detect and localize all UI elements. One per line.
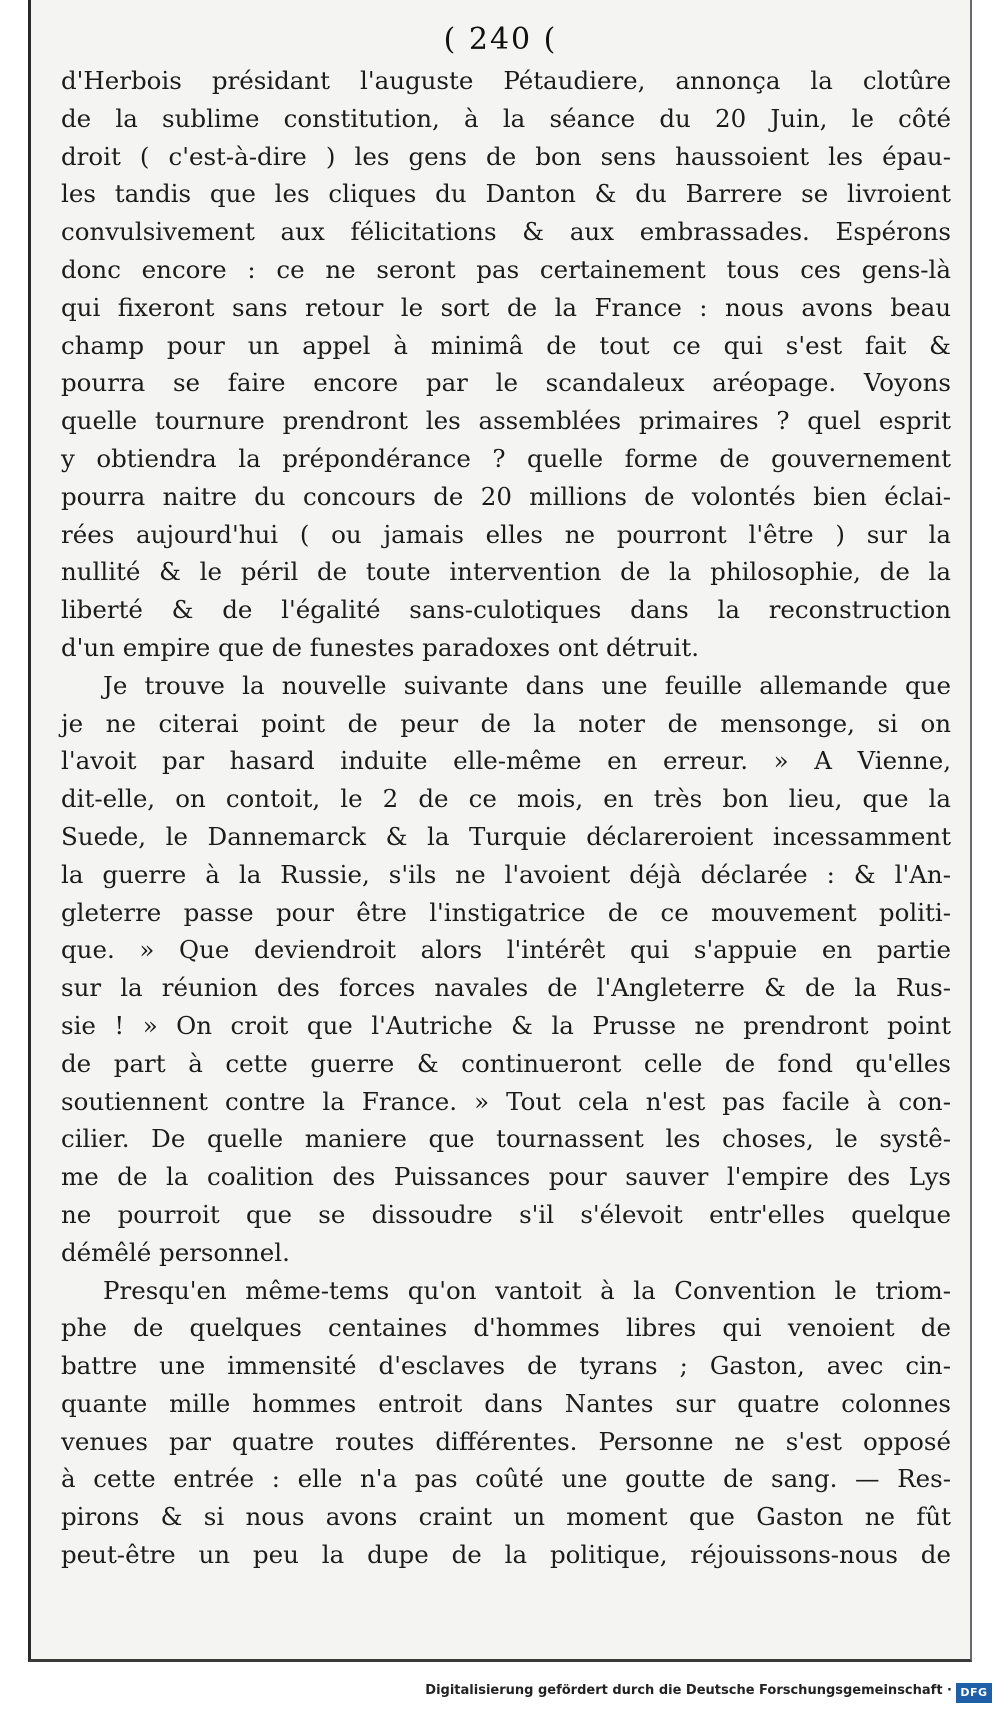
book-page [28,0,972,1662]
text-line: Presqu'en même-tems qu'on vantoit à la Convention le triom- [103,1275,951,1305]
text-line: dit-elle, on contoit, le 2 de ce mois, en très bon lieu, que la [61,784,951,814]
text-line: rées aujourd'hui ( ou jamais elles ne pourront l'être ) sur la [61,519,951,549]
text-line: d'Herbois présidant l'auguste Pétaudiere, annonça la clotûre [61,66,951,95]
text-line: nullité & le péril de toute intervention de la philosophie, de la [61,557,951,587]
text-line: de la sublime constitution, à la séance du 20 Juin, le côté [61,103,951,133]
paragraph-2 [61,667,951,1272]
text-line: de part à cette guerre & continueront celle de fond qu'elles [61,1048,951,1078]
text-line: qui fixeront sans retour le sort de la France : nous avons beau [61,292,951,322]
text-line: quelle tournure prendront les assemblées primaires ? quel esprit [61,406,951,436]
text-line: Je trouve la nouvelle suivante dans une feuille allemande que [103,670,951,700]
text-line: soutiennent contre la France. » Tout cela n'est pas facile à con- [61,1086,951,1116]
text-line: me de la coalition des Puissances pour sauver l'empire des Lys [61,1162,951,1192]
text-line: ne pourroit que se dissoudre s'il s'élevoit entr'elles quelque [61,1199,951,1229]
paragraph-3 [61,1272,951,1574]
text-line: donc encore : ce ne seront pas certainement tous ces gens-là [61,254,951,284]
paragraph-1 [61,62,951,667]
text-line: cilier. De quelle maniere que tournassent les choses, le systê- [61,1124,951,1154]
text-line: que. » Que deviendroit alors l'intérêt qui s'appuie en partie [61,935,951,965]
text-line: battre une immensité d'esclaves de tyrans ; Gaston, avec cin- [61,1351,951,1381]
text-line: d'un empire que de funestes paradoxes ont détruit. [61,632,700,662]
text-line: phe de quelques centaines d'hommes libres qui venoient de [61,1313,951,1343]
text-line: démêlé personnel. [61,1237,290,1267]
text-line: les tandis que les cliques du Danton & du Barrere se livroient [61,179,951,209]
text-line: pirons & si nous avons craint un moment que Gaston ne fût [61,1502,951,1532]
text-line: sie ! » On croit que l'Autriche & la Prusse ne prendront point [61,1010,951,1040]
text-line: à cette entrée : elle n'a pas coûté une goutte de sang. — Res- [61,1464,951,1494]
text-line: venues par quatre routes différentes. Personne ne s'est opposé [61,1426,951,1456]
text-line: peut-être un peu la dupe de la politique, réjouissons-nous de [61,1540,951,1570]
text-line: pourra se faire encore par le scandaleux aréopage. Voyons [61,368,951,398]
text-line: gleterre passe pour être l'instigatrice de ce mouvement politi- [61,897,951,927]
text-line: y obtiendra la prépondérance ? quelle forme de gouvernement [61,443,951,473]
text-line: la guerre à la Russie, s'ils ne l'avoient déjà déclarée : & l'An- [61,859,951,889]
text-line: champ pour un appel à minimâ de tout ce qui s'est fait & [61,330,951,360]
dfg-logo: DFG [956,1683,992,1703]
text-line: je ne citerai point de peur de la noter de mensonge, si on [61,708,951,738]
text-line: pourra naitre du concours de 20 millions de volontés bien éclai- [61,481,951,511]
digitization-credit: Digitalisierung gefördert durch die Deutsche Forschungsgemeinschaft · [425,1683,952,1698]
text-line: quante mille hommes entroit dans Nantes sur quatre colonnes [61,1388,951,1418]
text-line: convulsivement aux félicitations & aux embrassades. Espérons [61,217,951,247]
text-line: Suede, le Dannemarck & la Turquie déclareroient incessamment [61,821,951,851]
text-line: droit ( c'est-à-dire ) les gens de bon sens haussoient les épau- [61,141,951,171]
footer [0,1683,1000,1705]
body-text [61,62,951,1574]
text-line: l'avoit par hasard induite elle-même en erreur. » A Vienne, [61,746,951,776]
text-line: liberté & de l'égalité sans-culotiques dans la reconstruction [61,595,951,625]
text-line: sur la réunion des forces navales de l'Angleterre & de la Rus- [61,973,951,1003]
page-number: ( 240 ( [443,22,558,57]
